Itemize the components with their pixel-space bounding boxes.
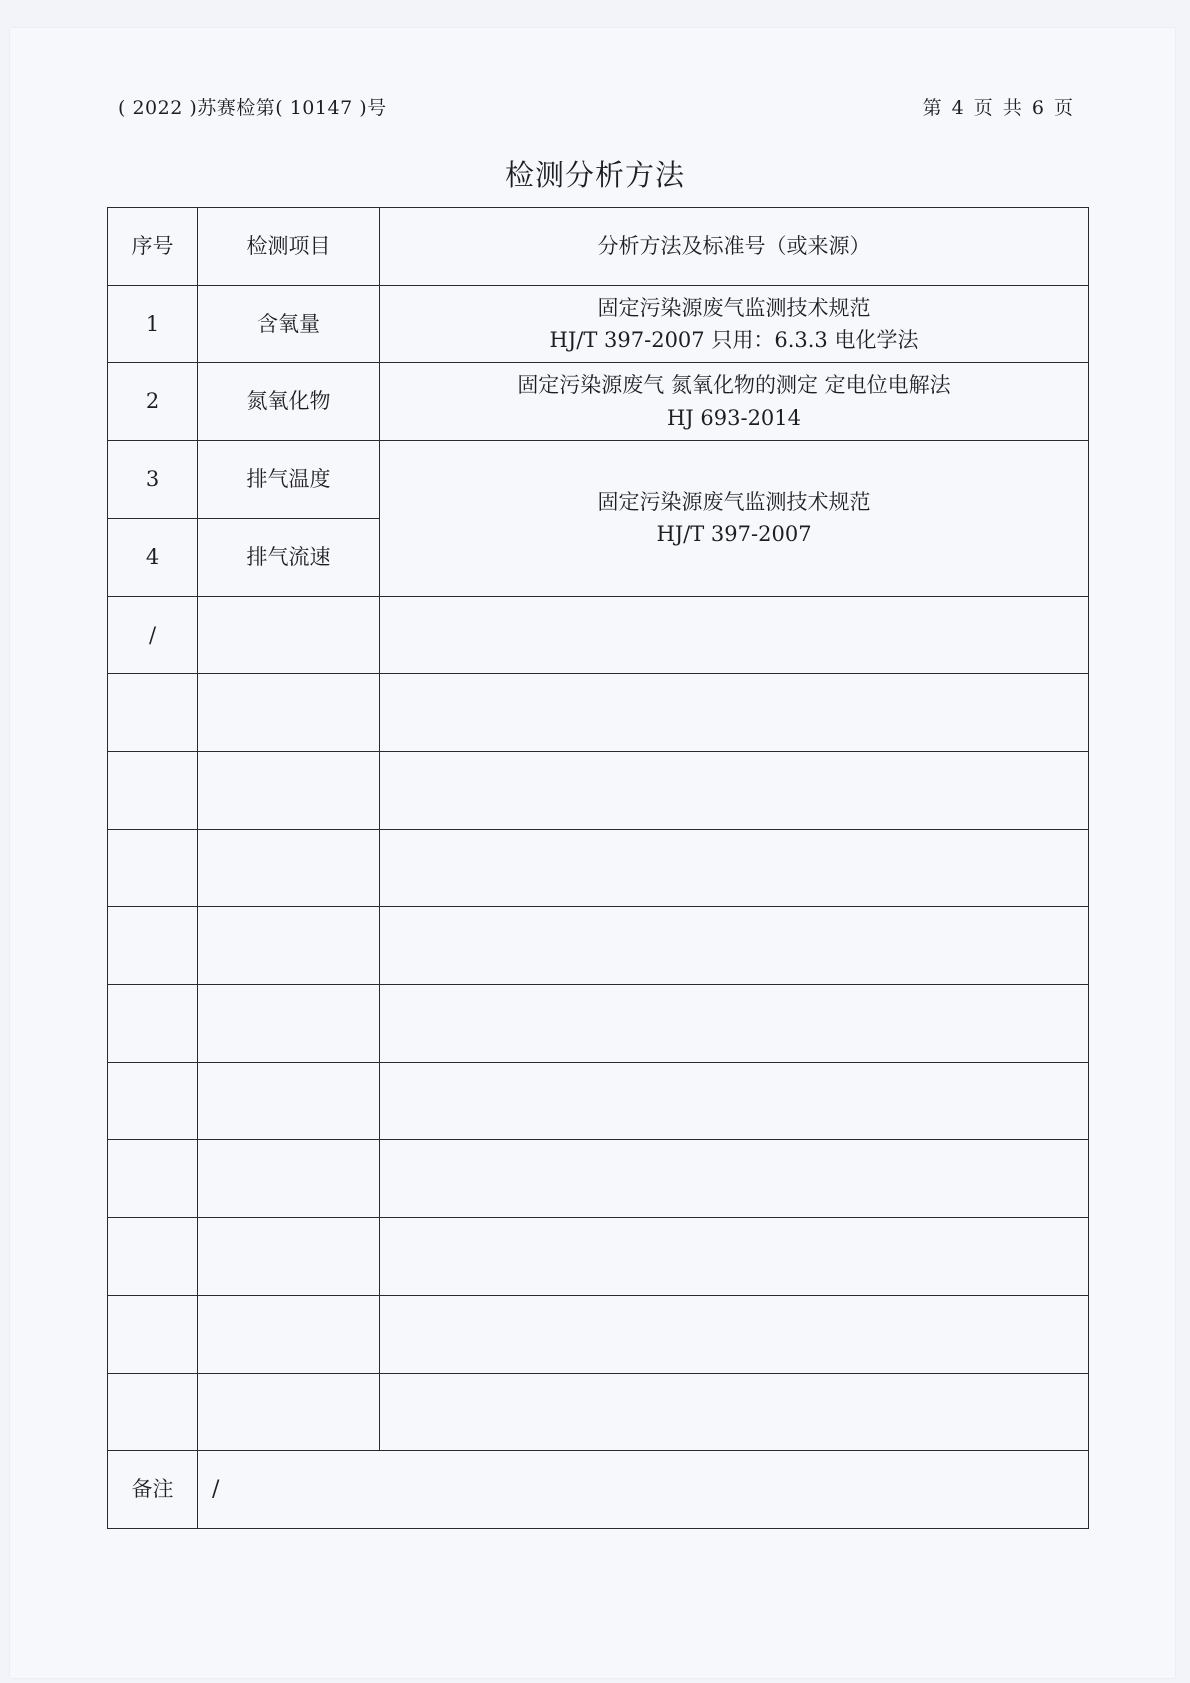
method-name: 固定污染源废气 氮氧化物的测定 定电位电解法 xyxy=(517,373,951,398)
column-header-no: 序号 xyxy=(108,208,198,286)
remark-value: / xyxy=(198,1451,1089,1529)
table-row xyxy=(108,363,1089,441)
row-item: 氮氧化物 xyxy=(198,363,380,441)
row-no: 1 xyxy=(108,285,198,363)
row-no: 2 xyxy=(108,363,198,441)
empty-row xyxy=(108,907,1089,985)
table-row xyxy=(108,596,1089,674)
empty-row xyxy=(108,674,1089,752)
row-item: 排气温度 xyxy=(198,441,380,519)
row-method xyxy=(380,596,1089,674)
empty-row xyxy=(108,985,1089,1063)
row-no: 3 xyxy=(108,441,198,519)
row-no: / xyxy=(108,596,198,674)
empty-row xyxy=(108,1140,1089,1218)
row-item: 排气流速 xyxy=(198,518,380,596)
empty-row xyxy=(108,1295,1089,1373)
row-no: 4 xyxy=(108,518,198,596)
column-header-method: 分析方法及标准号（或来源） xyxy=(380,208,1089,286)
row-method xyxy=(380,285,1089,363)
row-method xyxy=(380,363,1089,441)
methods-table xyxy=(107,207,1089,1529)
table-row xyxy=(108,441,1089,519)
method-standard: HJ/T 397-2007 xyxy=(656,522,812,547)
remark-label: 备注 xyxy=(108,1451,198,1529)
page-title: 检测分析方法 xyxy=(504,158,685,192)
row-item: 含氧量 xyxy=(198,285,380,363)
empty-row xyxy=(108,829,1089,907)
empty-row xyxy=(108,1062,1089,1140)
empty-row xyxy=(108,1218,1089,1296)
method-standard: HJ/T 397-2007 只用：6.3.3 电化学法 xyxy=(549,328,919,353)
table-row xyxy=(108,285,1089,363)
table-header-row xyxy=(108,208,1089,286)
empty-row xyxy=(108,1373,1089,1451)
method-name: 固定污染源废气监测技术规范 xyxy=(597,489,871,514)
method-standard: HJ 693-2014 xyxy=(666,405,802,430)
method-name: 固定污染源废气监测技术规范 xyxy=(597,295,871,320)
row-item xyxy=(198,596,380,674)
report-number: ( 2022 )苏赛检第( 10147 )号 xyxy=(118,97,387,119)
empty-row xyxy=(108,751,1089,829)
page-info: 第 4 页 共 6 页 xyxy=(922,97,1075,119)
remark-row xyxy=(108,1451,1089,1529)
column-header-item: 检测项目 xyxy=(198,208,380,286)
row-method-merged xyxy=(380,441,1089,596)
